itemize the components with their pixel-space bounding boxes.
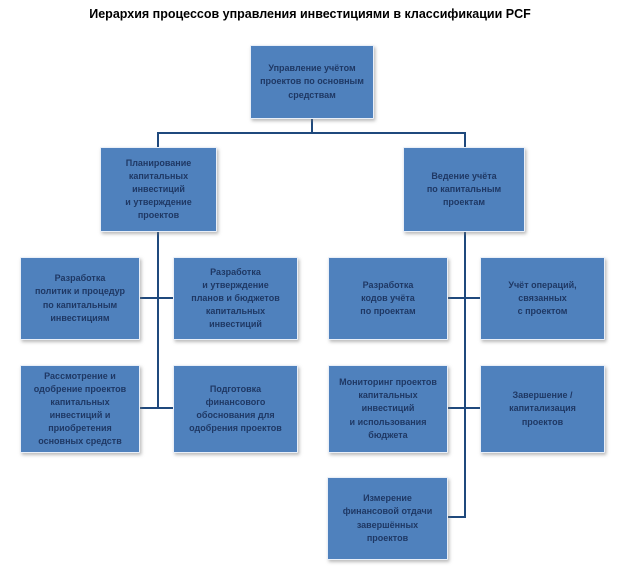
connector-top-horizontal bbox=[157, 132, 466, 134]
node-plans-budgets: Разработка и утверждение планов и бюджетов капитальных инвестиций bbox=[173, 257, 298, 340]
node-justification: Подготовка финансового обоснования для одобрения проектов bbox=[173, 365, 298, 453]
node-accounting: Ведение учёта по капитальным проектам bbox=[403, 147, 525, 232]
node-planning: Планирование капитальных инвестиций и утверждение проектов bbox=[100, 147, 217, 232]
node-codes: Разработка кодов учёта по проектам bbox=[328, 257, 448, 340]
connector-left-row1 bbox=[140, 297, 173, 299]
node-review-approval: Рассмотрение и одобрение проектов капитальных инвестиций и приобретения основных средств bbox=[20, 365, 140, 453]
connector-left-drop bbox=[157, 132, 159, 147]
connector-bottom-stub bbox=[448, 516, 466, 518]
chart-title: Иерархия процессов управления инвестициями в классификации PCF bbox=[89, 7, 531, 21]
node-operations: Учёт операций, связанных с проектом bbox=[480, 257, 605, 340]
connector-left-trunk bbox=[157, 232, 159, 409]
node-measurement: Измерение финансовой отдачи завершённых проектов bbox=[327, 477, 448, 560]
node-root: Управление учётом проектов по основным средствам bbox=[250, 45, 374, 119]
node-completion: Завершение / капитализация проектов bbox=[480, 365, 605, 453]
connector-right-row2 bbox=[448, 407, 481, 409]
connector-root-stub bbox=[311, 119, 313, 133]
node-policies: Разработка политик и процедур по капитальным инвестициям bbox=[20, 257, 140, 340]
connector-right-trunk bbox=[464, 232, 466, 518]
connector-left-row2 bbox=[140, 407, 173, 409]
connector-right-row1 bbox=[448, 297, 481, 299]
node-monitoring: Мониторинг проектов капитальных инвестиций и использования бюджета bbox=[328, 365, 448, 453]
connector-right-drop bbox=[464, 132, 466, 147]
